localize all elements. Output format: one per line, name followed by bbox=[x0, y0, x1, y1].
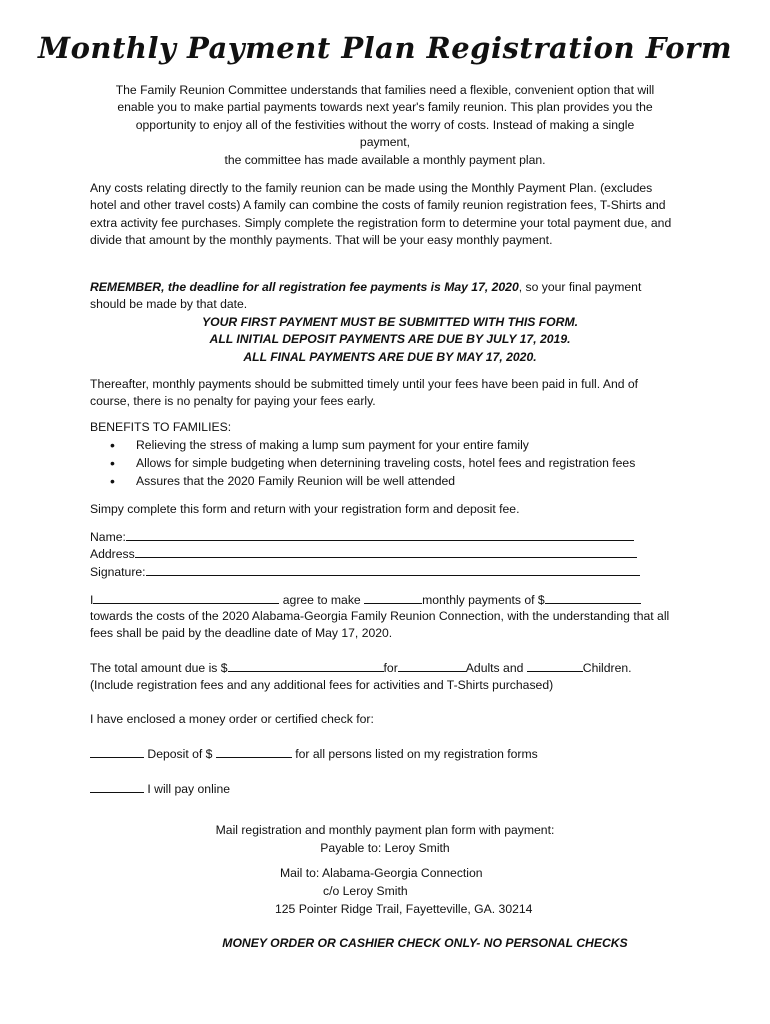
name-field bbox=[90, 528, 634, 546]
list-item: • Allows for simple budgeting when deternining traveling costs, hotel fees and registration fees bbox=[110, 455, 690, 473]
name-input-line[interactable] bbox=[126, 528, 634, 541]
list-item: • Assures that the 2020 Family Reunion will be well attended bbox=[110, 473, 690, 491]
total-label: The total amount due is $ bbox=[90, 661, 228, 675]
total-note: (Include registration fees and any additional fees for activities and T-Shirts purchased) bbox=[90, 678, 554, 692]
mail-to: Mail to: Alabama-Georgia Connection bbox=[280, 866, 483, 880]
mail-address: 125 Pointer Ridge Trail, Fayetteville, GA. 30214 bbox=[275, 902, 533, 916]
online-check-line[interactable] bbox=[90, 780, 144, 793]
intro-paragraph bbox=[80, 82, 690, 169]
simply-instruction: Simpy complete this form and return with your registration form and deposit fee. bbox=[90, 502, 520, 516]
notice-final-payment: ALL FINAL PAYMENTS ARE DUE BY MAY 17, 2020. bbox=[243, 349, 537, 364]
signature-label: Signature: bbox=[90, 565, 146, 579]
agreement-name-line[interactable] bbox=[93, 591, 279, 604]
agreement-prefix: I bbox=[90, 593, 94, 607]
form-title: Monthly Payment Plan Registration Form bbox=[37, 31, 733, 65]
enclosed-statement: I have enclosed a money order or certified check for: bbox=[90, 712, 374, 726]
total-for: for bbox=[383, 661, 398, 675]
list-item: • Relieving the stress of making a lump sum payment for your entire family bbox=[110, 437, 690, 455]
signature-input-line[interactable] bbox=[146, 563, 640, 576]
total-amount-line bbox=[90, 659, 632, 677]
payable-to: Payable to: Leroy Smith bbox=[320, 841, 450, 855]
deadline-emphasis: REMEMBER, the deadline for all registration fee payments is May 17, 2020 bbox=[90, 280, 519, 294]
children-count-line[interactable] bbox=[527, 659, 583, 672]
deposit-check-line[interactable] bbox=[90, 745, 144, 758]
intro-line: enable you to make partial payments towards next year's family reunion. This plan provides you the bbox=[117, 100, 653, 115]
monthly-amount-line[interactable] bbox=[545, 591, 641, 604]
thereafter-paragraph: Thereafter, monthly payments should be submitted timely until your fees have been paid in full. And of course, there is no penalty for paying your fees early. bbox=[90, 377, 639, 409]
notice-first-payment: YOUR FIRST PAYMENT MUST BE SUBMITTED WITH THIS FORM. bbox=[202, 315, 578, 329]
address-field bbox=[90, 545, 637, 563]
costs-paragraph: Any costs relating directly to the family reunion can be made using the Monthly Payment Plan. (excludes hotel and other travel costs) A family can combine the costs of family reunion registration fees, T-Shirts and extra activity fee purchases. Simply complete the registration form to determine your total payment due, and divide that amount by the monthly payments. That will be your easy monthly payment. bbox=[90, 181, 672, 248]
benefits-heading: BENEFITS TO FAMILIES: bbox=[90, 420, 232, 434]
payment-notices bbox=[90, 314, 690, 366]
deposit-label: Deposit of $ bbox=[147, 747, 213, 761]
number-of-payments-line[interactable] bbox=[364, 591, 422, 604]
deposit-amount-line[interactable] bbox=[216, 745, 292, 758]
online-line bbox=[90, 780, 230, 798]
name-label: Name: bbox=[90, 530, 126, 544]
deposit-line bbox=[90, 745, 538, 763]
address-input-line[interactable] bbox=[135, 545, 637, 558]
adults-count-line[interactable] bbox=[398, 659, 466, 672]
benefits-list bbox=[110, 437, 690, 491]
intro-line: payment, bbox=[359, 135, 411, 150]
intro-line: The Family Reunion Committee understands that families need a flexible, convenient option that will bbox=[115, 83, 655, 97]
agreement-rest: towards the costs of the 2020 Alabama-Georgia Family Reunion Connection, with the understanding that all fees shall be paid by the deadline date of May 17, 2020. bbox=[90, 609, 670, 641]
remember-paragraph bbox=[90, 279, 680, 314]
online-label: I will pay online bbox=[147, 782, 231, 796]
notice-initial-deposit: ALL INITIAL DEPOSIT PAYMENTS ARE DUE BY JULY 17, 2019. bbox=[209, 332, 571, 347]
intro-line: opportunity to enjoy all of the festivities without the worry of costs. Instead of making a single bbox=[135, 117, 635, 132]
agreement-agree: agree to make bbox=[282, 593, 361, 607]
intro-line: the committee has made available a monthly payment plan. bbox=[224, 152, 546, 167]
total-adults: Adults and bbox=[465, 661, 524, 675]
signature-field bbox=[90, 563, 640, 581]
payment-method-notice: MONEY ORDER OR CASHIER CHECK ONLY- NO PERSONAL CHECKS bbox=[222, 936, 628, 950]
address-label: Address bbox=[90, 547, 135, 561]
mail-instruction: Mail registration and monthly payment plan form with payment: bbox=[215, 823, 555, 837]
remember-rest: , so your final payment should be made by that date. bbox=[90, 280, 642, 312]
total-amount-input-line[interactable] bbox=[228, 659, 384, 672]
total-children: Children. bbox=[582, 661, 632, 675]
mail-care-of: c/o Leroy Smith bbox=[323, 884, 408, 898]
agreement-line bbox=[90, 591, 641, 609]
agreement-monthly: monthly payments of $ bbox=[422, 593, 545, 607]
deposit-suffix: for all persons listed on my registration forms bbox=[295, 747, 538, 761]
